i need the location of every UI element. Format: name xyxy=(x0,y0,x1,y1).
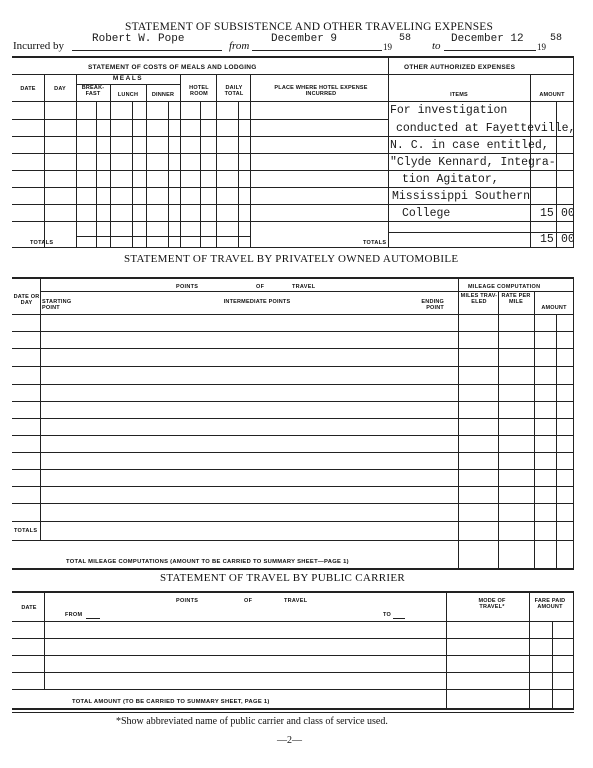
page-number: —2— xyxy=(277,735,302,746)
item-amount-dollars[interactable]: 15 xyxy=(540,207,554,220)
auto-vline-miles xyxy=(458,279,459,569)
carrier-vline-mode xyxy=(446,593,447,709)
auto-table-bottom-border xyxy=(12,568,574,570)
auto-row-line xyxy=(12,348,574,349)
auto-vline-right xyxy=(573,279,574,569)
carrier-col-fare: FARE PAID AMOUNT xyxy=(534,598,566,610)
carrier-table-bottom-border xyxy=(12,708,574,710)
item-amount-cents[interactable]: 00 xyxy=(561,207,575,220)
form-title: STATEMENT OF SUBSISTENCE AND OTHER TRAVELING EXPENSES xyxy=(125,21,494,33)
col-items: ITEMS xyxy=(450,92,468,98)
carrier-from-underline xyxy=(86,618,100,619)
auto-row-line xyxy=(12,366,574,367)
mileage-computation-label: MILEAGE COMPUTATION xyxy=(468,284,541,290)
to-year-prefix: 19 xyxy=(537,42,546,52)
to-year-suffix[interactable]: 58 xyxy=(550,33,563,44)
auto-subheader-rule xyxy=(40,291,574,292)
meals-row-line xyxy=(12,221,574,222)
auto-table-top-border xyxy=(12,277,574,279)
auto-totals-label: TOTALS xyxy=(14,528,38,534)
carrier-points-label: POINTS xyxy=(176,598,199,604)
from-year-suffix[interactable]: 58 xyxy=(399,33,412,44)
carrier-col-from: FROM xyxy=(65,612,83,618)
auto-col-ending: ENDING POINT xyxy=(421,299,444,311)
meals-vline-4 xyxy=(146,85,147,247)
meals-vline-6b xyxy=(238,102,239,247)
meals-row-line xyxy=(12,153,574,154)
carrier-to-underline xyxy=(393,618,405,619)
col-day: DAY xyxy=(54,86,66,92)
auto-row-line xyxy=(12,486,574,487)
meals-vline-3b xyxy=(132,102,133,247)
carrier-row-line xyxy=(12,655,574,656)
auto-footer-label: TOTAL MILEAGE COMPUTATIONS (AMOUNT TO BE CARRIED TO SUMMARY SHEET—PAGE 1) xyxy=(66,559,349,565)
other-expense-line[interactable]: College xyxy=(402,207,451,220)
meals-vline-8 xyxy=(388,56,389,247)
meals-table-bottom-border xyxy=(12,247,574,248)
to-underline xyxy=(444,50,536,51)
auto-row-line xyxy=(12,384,574,385)
auto-col-intermediate: INTERMEDIATE POINTS xyxy=(223,299,291,305)
meals-row-line xyxy=(12,136,574,137)
from-underline xyxy=(252,50,382,51)
other-expense-line[interactable]: Mississippi Southern xyxy=(392,190,531,203)
auto-vline-rate xyxy=(498,292,499,569)
auto-col-amount: AMOUNT xyxy=(541,305,567,311)
carrier-vline-fare xyxy=(529,593,530,709)
auto-col-miles: MILES TRAV- ELED xyxy=(460,293,498,305)
total-amount-cents[interactable]: 00 xyxy=(561,233,575,246)
auto-row-line xyxy=(12,401,574,402)
carrier-section-title: STATEMENT OF TRAVEL BY PUBLIC CARRIER xyxy=(160,572,406,584)
auto-vline-cents xyxy=(556,315,557,569)
auto-row-line xyxy=(12,521,574,522)
carrier-row-line xyxy=(12,638,574,639)
auto-vline-amount xyxy=(534,292,535,569)
incurred-by-underline xyxy=(72,50,222,51)
meals-vline-5b xyxy=(200,102,201,247)
meals-vline-2b xyxy=(96,102,97,247)
carrier-col-to: TO xyxy=(383,612,392,618)
carrier-row-line xyxy=(12,672,574,673)
meals-row-line xyxy=(12,187,574,188)
auto-col-starting: STARTING POINT xyxy=(42,299,72,311)
from-label: from xyxy=(229,40,250,52)
auto-row-line xyxy=(12,418,574,419)
to-label: to xyxy=(432,40,441,52)
col-hotel-room: HOTEL ROOM xyxy=(189,85,209,97)
auto-of-label: OF xyxy=(256,284,265,290)
carrier-travel-label: TRAVEL xyxy=(284,598,308,604)
carrier-row-line xyxy=(12,689,574,690)
col-amount: AMOUNT xyxy=(539,92,565,98)
auto-col-date: DATE OR DAY xyxy=(13,294,40,306)
to-date-value[interactable]: December 12 xyxy=(451,33,524,45)
auto-travel-label: TRAVEL xyxy=(292,284,316,290)
auto-vline-date xyxy=(40,279,41,541)
auto-row-line xyxy=(12,503,574,504)
meals-row-line xyxy=(12,170,574,171)
other-expense-line[interactable]: "Clyde Kennard, Integra- xyxy=(390,156,556,169)
col-date: DATE xyxy=(20,86,36,92)
other-expense-line[interactable]: For investigation xyxy=(390,104,508,117)
other-expense-line[interactable]: tion Agitator, xyxy=(402,173,499,186)
col-daily-total: DAILY TOTAL xyxy=(224,85,244,97)
incurred-by-label: Incurred by xyxy=(13,40,65,52)
other-title-rule xyxy=(388,74,574,75)
auto-totals-rule xyxy=(12,540,574,541)
carrier-col-date: DATE xyxy=(21,605,37,611)
from-date-value[interactable]: December 9 xyxy=(271,33,338,45)
col-place: PLACE WHERE HOTEL EXPENSE INCURRED xyxy=(274,85,368,97)
other-expenses-title: OTHER AUTHORIZED EXPENSES xyxy=(404,64,516,71)
carrier-vline-cents xyxy=(552,622,553,709)
auto-row-line xyxy=(12,331,574,332)
meals-vline-3 xyxy=(110,85,111,247)
meals-group-label: MEALS xyxy=(112,75,144,82)
meals-title-rule xyxy=(12,74,388,75)
auto-section-title: STATEMENT OF TRAVEL BY PRIVATELY OWNED AUTOMOBILE xyxy=(124,253,459,265)
col-dinner: DINNER xyxy=(151,92,175,98)
carrier-footer-label: TOTAL AMOUNT (TO BE CARRIED TO SUMMARY SHEET, PAGE 1) xyxy=(72,699,270,705)
meals-totals-line xyxy=(76,236,250,237)
meals-section-title: STATEMENT OF COSTS OF MEALS AND LODGING xyxy=(88,64,257,71)
carrier-of-label: OF xyxy=(244,598,253,604)
other-expense-line[interactable]: N. C. in case entitled, xyxy=(390,139,549,152)
meals-totals-label: TOTALS xyxy=(30,240,54,246)
auto-header-rule xyxy=(12,314,574,315)
other-totals-label: TOTALS xyxy=(363,240,387,246)
auto-row-line xyxy=(12,435,574,436)
meals-row-line xyxy=(12,119,388,120)
carrier-vline-right xyxy=(573,593,574,709)
footnote: *Show abbreviated name of public carrier and class of service used. xyxy=(116,716,388,727)
carrier-table-top-border xyxy=(12,591,574,593)
meals-vline-4b xyxy=(168,102,169,247)
carrier-vline-date xyxy=(44,593,45,690)
auto-col-rate: RATE PER MILE xyxy=(501,293,531,305)
auto-row-line xyxy=(12,452,574,453)
meals-table-top-border xyxy=(12,56,574,58)
total-amount-dollars[interactable]: 15 xyxy=(540,233,554,246)
col-breakfast: BREAK- FAST xyxy=(81,85,105,97)
carrier-col-mode: MODE OF TRAVEL* xyxy=(478,598,506,610)
incurred-by-value[interactable]: Robert W. Pope xyxy=(92,33,185,45)
carrier-header-rule xyxy=(12,621,574,622)
carrier-table-bottom-border-2 xyxy=(12,712,574,713)
meals-row-line xyxy=(12,204,574,205)
from-year-prefix: 19 xyxy=(383,42,392,52)
other-expense-line[interactable]: conducted at Fayetteville, xyxy=(396,122,576,135)
auto-row-line xyxy=(12,469,574,470)
col-lunch: LUNCH xyxy=(117,92,139,98)
auto-points-label: POINTS xyxy=(176,284,199,290)
